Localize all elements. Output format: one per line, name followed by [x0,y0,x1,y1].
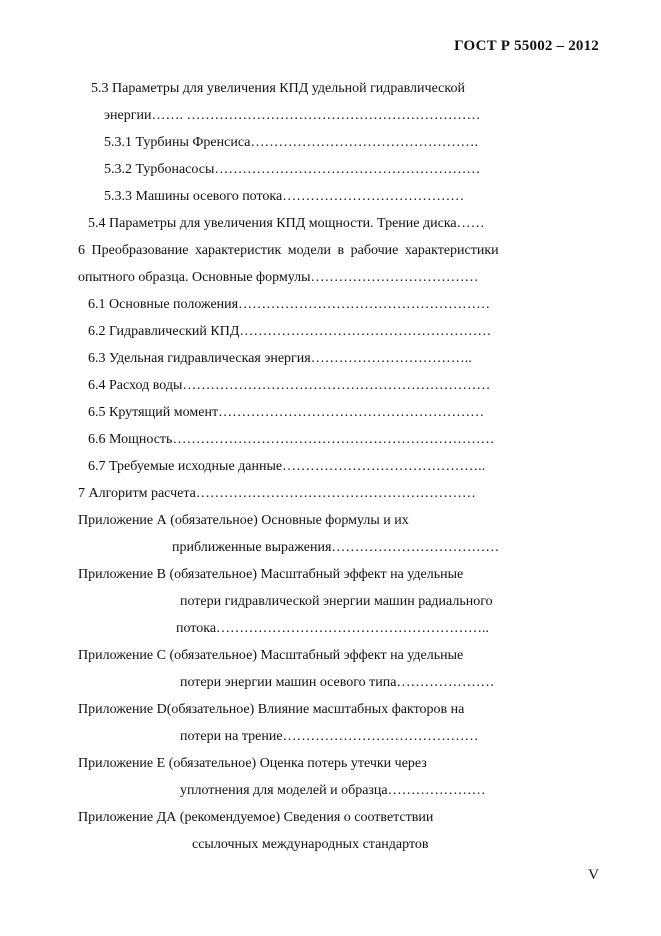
toc-entry: Приложение ДА (рекомендуемое) Сведения о соответствии [78,810,434,825]
document-header: ГОСТ Р 55002 – 2012 [454,38,599,54]
toc-entry: уплотнения для моделей и образца………………… [180,783,486,798]
toc-entry: потери гидравлической энергии машин радиального [180,594,493,609]
toc-entry: ссылочных международных стандартов [192,837,429,852]
toc-entry: приближенные выражения……………………………… [172,540,500,555]
toc-entry: Приложение А (обязательное) Основные формулы и их [78,513,409,528]
toc-entry: 6.5 Крутящий момент………………………………………………… [88,405,485,420]
toc-entry: 7 Алгоритм расчета…………………………………………………… [78,486,476,501]
toc-entry: 5.4 Параметры для увеличения КПД мощности. Трение диска…… [88,216,485,231]
toc-entry: 6.4 Расход воды………………………………………………………… [88,378,491,393]
toc-entry: энергии……. ……………………………………………………… [104,108,481,123]
toc-entry: опытного образца. Основные формулы……………………………… [78,270,479,285]
toc-entry: 6.3 Удельная гидравлическая энергия…………………………….. [88,351,472,366]
toc-entry: Приложение Е (обязательное) Оценка потерь утечки через [78,756,427,771]
toc-entry: 5.3.1 Турбины Френсиса…………………………………………. [104,135,478,150]
toc-entry: 6.1 Основные положения……………………………………………… [88,297,491,312]
toc-entry: 6.2 Гидравлический КПД……………………………………………… [88,324,492,339]
toc-entry: Приложение D(обязательное) Влияние масштабных факторов на [78,702,465,717]
toc-entry: 5.3.2 Турбонасосы………………………………………………… [104,162,481,177]
toc-entry: потери энергии машин осевого типа………………… [180,675,495,690]
toc-entry: Приложение С (обязательное) Масштабный эффект на удельные [78,648,464,663]
toc-entry: потока………………………………………………….. [176,621,490,636]
toc-entry: 5.3 Параметры для увеличения КПД удельной гидравлической [91,81,465,96]
toc-entry: 6.6 Мощность…………………………………………………………… [88,432,495,447]
toc-entry: 6.7 Требуемые исходные данные…………………………………….. [88,459,486,474]
toc-entry: 5.3.3 Машины осевого потока………………………………… [104,189,465,204]
page-number: V [588,867,599,883]
toc-entry: Приложение В (обязательное) Масштабный эффект на удельные [78,567,464,582]
toc-entry: потери на трение…………………………………… [180,729,479,744]
toc-entry: 6 Преобразование характеристик модели в рабочие характеристики [78,243,499,258]
